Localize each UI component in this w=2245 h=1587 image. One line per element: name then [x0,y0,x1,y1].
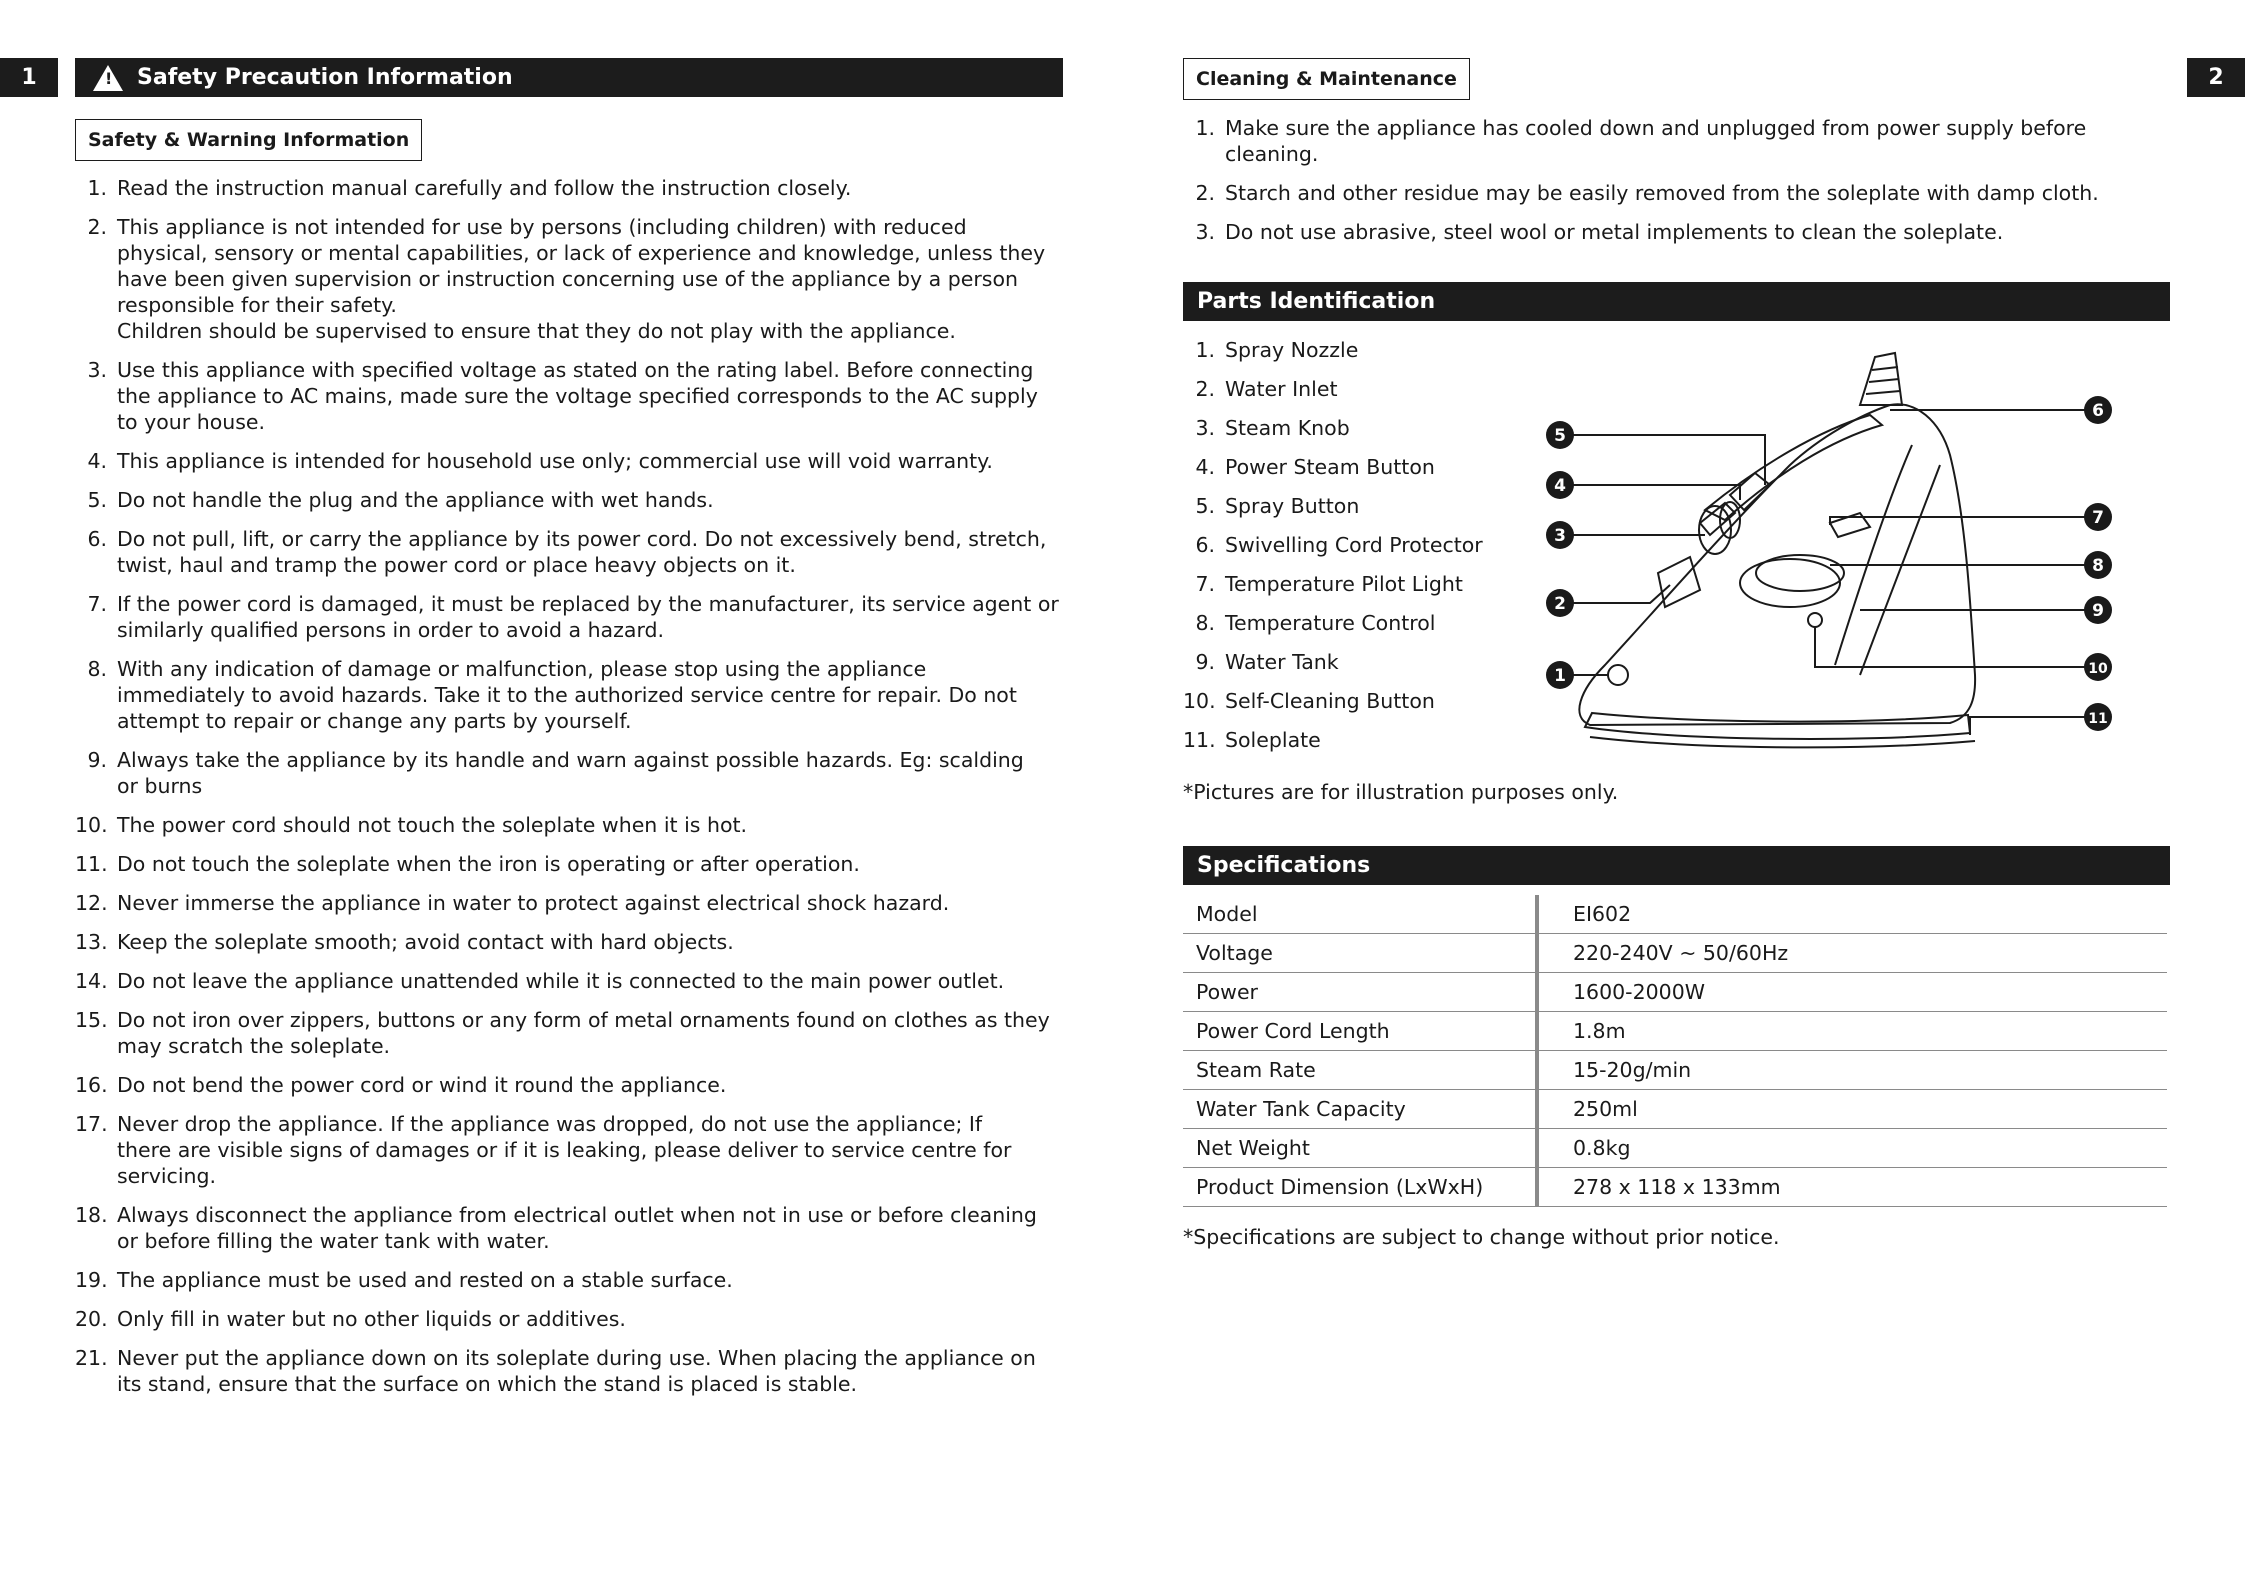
list-item-text: Keep the soleplate smooth; avoid contact with hard objects. [117,930,734,954]
list-item-text: Only fill in water but no other liquids or additives. [117,1307,626,1331]
list-item-number: 19. [75,1268,108,1292]
list-item-number: 9. [1195,650,1215,674]
safety-list [75,175,1075,1410]
list-item-number: 18. [75,1203,108,1227]
list-item-number: 20. [75,1307,108,1331]
list-item-text: Temperature Control [1225,611,1436,635]
list-item-text: Read the instruction manual carefully and follow the instruction closely. [117,176,852,200]
spec-value: 15-20g/min [1537,1051,2167,1090]
safety-subheader: Safety & Warning Information [75,119,422,161]
callout-number: 7 [2092,508,2104,528]
spec-label: Power [1183,973,1537,1012]
list-item [75,591,1075,643]
list-item-number: 8. [1195,611,1215,635]
list-item-number: 5. [87,488,107,512]
list-item-number: 3. [1195,416,1215,440]
list-item-text: Use this appliance with specified voltage as stated on the rating label. Before connecting the appliance to AC mains, made sure the voltage specified corresponds to the AC supply to your house. [117,358,1038,434]
spec-label: Water Tank Capacity [1183,1090,1537,1129]
list-item [75,175,1075,201]
list-item [75,1007,1075,1059]
list-item-number: 5. [1195,494,1215,518]
list-item-number: 6. [87,527,107,551]
list-item-text: Soleplate [1225,728,1321,752]
list-item-number: 21. [75,1346,108,1370]
list-item [1183,493,1563,519]
callout-number: 4 [1554,476,1566,496]
list-item-number: 2. [87,215,107,239]
safety-header-title: Safety Precaution Information [137,65,513,90]
list-item [75,1345,1075,1397]
list-item-number: 2. [1195,377,1215,401]
cleaning-list [1183,115,2183,258]
list-item [75,1202,1075,1254]
callout-number: 8 [2092,556,2104,576]
list-item [75,1111,1075,1189]
list-item-text: Never drop the appliance. If the appliance was dropped, do not use the appliance; If there are visible signs of damages or if it is leaking, please deliver to service centre for servicing. [117,1112,1012,1188]
list-item-text: Never put the appliance down on its soleplate during use. When placing the appliance on its stand, ensure that the surface on which the stand is placed is stable. [117,1346,1036,1396]
list-item-number: 12. [75,891,108,915]
cleaning-header: Cleaning & Maintenance [1183,58,1470,100]
list-item [1183,727,1563,753]
list-item-text: Always disconnect the appliance from electrical outlet when not in use or before cleaning or before filling the water tank with water. [117,1203,1037,1253]
list-item-number: 1. [1195,338,1215,362]
spec-value: 220-240V ~ 50/60Hz [1537,934,2167,973]
list-item-text: The appliance must be used and rested on a stable surface. [117,1268,733,1292]
list-item-text: Swivelling Cord Protector [1225,533,1483,557]
list-item-number: 16. [75,1073,108,1097]
list-item [75,812,1075,838]
spec-value: 278 x 118 x 133mm [1537,1168,2167,1207]
list-item [75,968,1075,994]
spec-value: 250ml [1537,1090,2167,1129]
list-item-number: 11. [1183,728,1216,752]
list-item-number: 3. [87,358,107,382]
spec-label: Model [1183,895,1537,934]
spec-value: 1.8m [1537,1012,2167,1051]
list-item [1183,688,1563,714]
list-item-text: Never immerse the appliance in water to protect against electrical shock hazard. [117,891,950,915]
parts-list [1183,337,1563,766]
list-item [75,747,1075,799]
spec-row [1183,1090,2167,1129]
callout-number: 9 [2092,601,2104,621]
list-item-text: Do not use abrasive, steel wool or metal implements to clean the soleplate. [1225,220,2004,244]
list-item [1183,219,2183,245]
list-item-text: Starch and other residue may be easily removed from the soleplate with damp cloth. [1225,181,2099,205]
parts-header-title: Parts Identification [1197,289,1436,314]
list-item [1183,337,1563,363]
list-item-text: Water Tank [1225,650,1339,674]
list-item-text: The power cord should not touch the soleplate when it is hot. [117,813,748,837]
list-item-number: 7. [87,592,107,616]
parts-note: *Pictures are for illustration purposes only. [1183,780,1619,804]
parts-header-bar [1183,282,2170,321]
spec-value: 1600-2000W [1537,973,2167,1012]
callout-number: 2 [1554,594,1566,614]
list-item [1183,415,1563,441]
list-item-text: Make sure the appliance has cooled down and unplugged from power supply before cleaning. [1225,116,2087,166]
callout-number: 3 [1554,526,1566,546]
specs-header-bar [1183,846,2170,885]
list-item-text: Do not pull, lift, or carry the appliance by its power cord. Do not excessively bend, stretch, twist, haul and tramp the power cord or place heavy objects on it. [117,527,1047,577]
list-item [1183,376,1563,402]
page-number-right: 2 [2187,58,2245,97]
list-item [75,656,1075,734]
list-item-text: Do not bend the power cord or wind it round the appliance. [117,1073,727,1097]
callout-number: 5 [1554,426,1566,446]
spec-row [1183,1168,2167,1207]
list-item-text: Always take the appliance by its handle and warn against possible hazards. Eg: scalding or burns [117,748,1024,798]
spec-value: EI602 [1537,895,2167,934]
specs-header-title: Specifications [1197,853,1371,878]
list-item [1183,610,1563,636]
list-item-number: 4. [87,449,107,473]
list-item [1183,115,2183,167]
spec-row [1183,1051,2167,1090]
list-item-text: Do not iron over zippers, buttons or any form of metal ornaments found on clothes as they may scratch the soleplate. [117,1008,1050,1058]
list-item [75,1267,1075,1293]
callout-number: 6 [2092,401,2104,421]
list-item-text: Steam Knob [1225,416,1350,440]
specs-note: *Specifications are subject to change without prior notice. [1183,1225,1780,1249]
list-item [1183,180,2183,206]
list-item-text: With any indication of damage or malfunction, please stop using the appliance immediately to avoid hazards. Take it to the authorized service centre for repair. Do not attempt to repair or change any parts by yourself. [117,657,1017,733]
list-item-text: This appliance is not intended for use by persons (including children) with reduced physical, sensory or mental capabilities, or lack of experience and knowledge, unless they have been given supervision or instruction concerning use of the appliance by a person responsible for their safety. Children should be supervised to ensure that they do not play with the appliance. [117,215,1046,343]
safety-header-bar [75,58,1063,97]
list-item [75,890,1075,916]
spec-label: Power Cord Length [1183,1012,1537,1051]
spec-label: Steam Rate [1183,1051,1537,1090]
list-item [75,448,1075,474]
list-item-number: 3. [1195,220,1215,244]
page-number-left: 1 [0,58,58,97]
list-item-text: Self-Cleaning Button [1225,689,1435,713]
list-item-number: 8. [87,657,107,681]
callout-number: 10 [2088,661,2108,677]
list-item [75,1072,1075,1098]
list-item-text: Spray Button [1225,494,1360,518]
list-item [75,851,1075,877]
list-item-number: 6. [1195,533,1215,557]
list-item-number: 14. [75,969,108,993]
list-item-text: Do not touch the soleplate when the iron is operating or after operation. [117,852,860,876]
list-item-text: Spray Nozzle [1225,338,1359,362]
spec-row [1183,1129,2167,1168]
list-item-text: Do not handle the plug and the appliance with wet hands. [117,488,714,512]
spec-row [1183,973,2167,1012]
list-item [75,487,1075,513]
list-item [1183,571,1563,597]
list-item [75,1306,1075,1332]
spec-row [1183,895,2167,934]
list-item [75,357,1075,435]
list-item-number: 4. [1195,455,1215,479]
list-item [75,526,1075,578]
list-item-text: Power Steam Button [1225,455,1435,479]
list-item-number: 13. [75,930,108,954]
specs-table [1183,895,2167,1207]
list-item-number: 17. [75,1112,108,1136]
callout-number: 11 [2088,711,2108,727]
warning-icon: ! [93,65,123,91]
list-item-text: This appliance is intended for household use only; commercial use will void warranty. [117,449,993,473]
list-item-number: 7. [1195,572,1215,596]
list-item-number: 10. [1183,689,1216,713]
list-item-text: Temperature Pilot Light [1225,572,1463,596]
spec-label: Voltage [1183,934,1537,973]
list-item-number: 15. [75,1008,108,1032]
list-item-number: 11. [75,852,108,876]
spec-label: Product Dimension (LxWxH) [1183,1168,1537,1207]
iron-illustration [1530,345,2130,765]
list-item-number: 9. [87,748,107,772]
list-item [1183,532,1563,558]
list-item [75,929,1075,955]
list-item [1183,649,1563,675]
spec-label: Net Weight [1183,1129,1537,1168]
list-item-number: 1. [1195,116,1215,140]
list-item-text: Water Inlet [1225,377,1338,401]
list-item [75,214,1075,344]
spec-row [1183,934,2167,973]
list-item-number: 1. [87,176,107,200]
list-item-text: Do not leave the appliance unattended while it is connected to the main power outlet. [117,969,1005,993]
list-item [1183,454,1563,480]
spec-value: 0.8kg [1537,1129,2167,1168]
callout-number: 1 [1554,666,1566,686]
list-item-number: 10. [75,813,108,837]
list-item-text: If the power cord is damaged, it must be replaced by the manufacturer, its service agent or similarly qualified persons in order to avoid a hazard. [117,592,1059,642]
spec-row [1183,1012,2167,1051]
list-item-number: 2. [1195,181,1215,205]
